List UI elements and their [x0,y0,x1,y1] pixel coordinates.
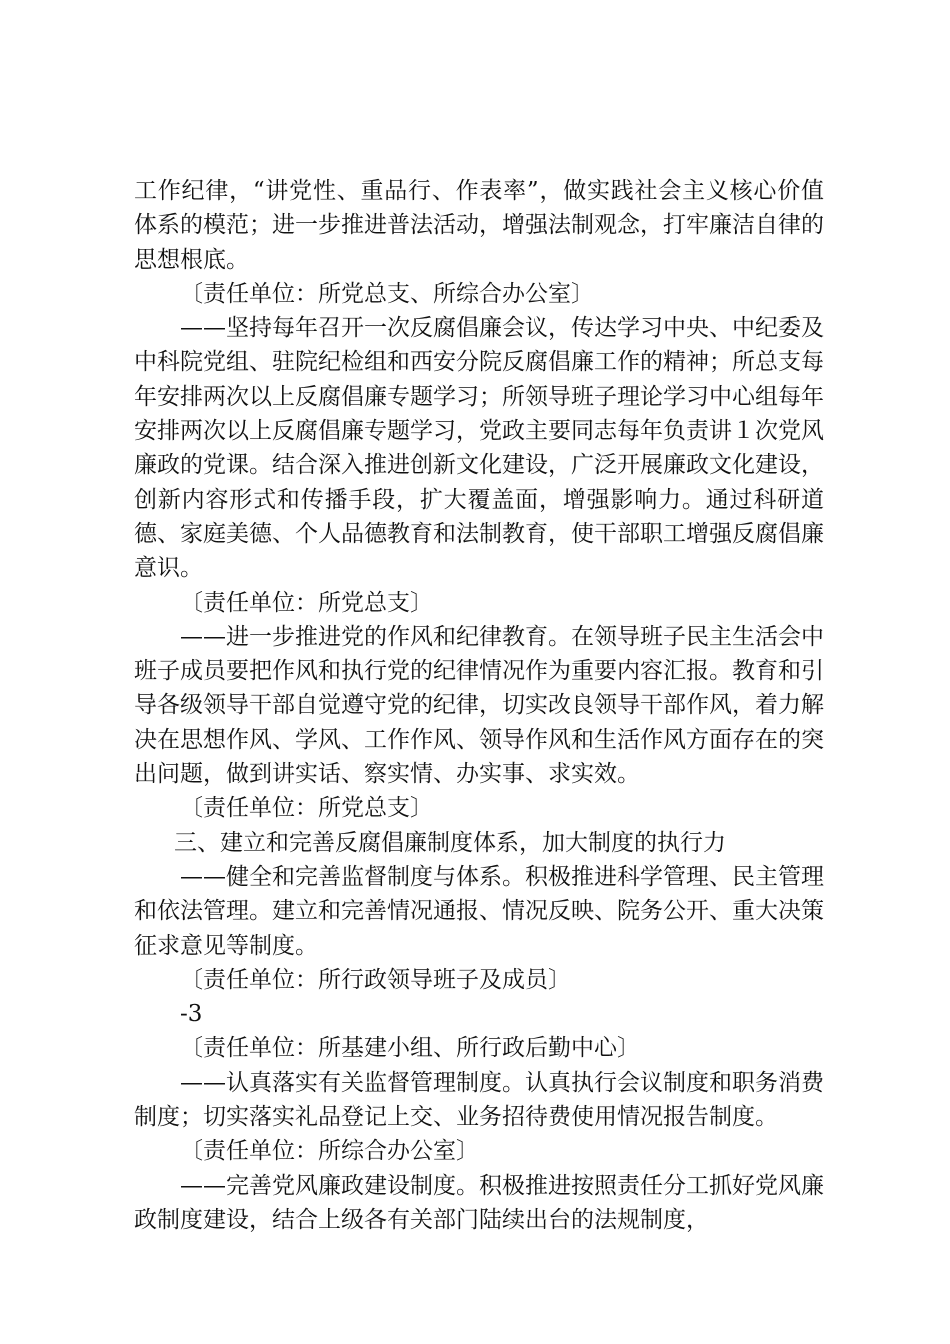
page-number: -3 [180,1001,203,1028]
paragraph-party-style-system: ——完善党风廉政建设制度。积极推进按照责任分工抓好党风廉政制度建设，结合上级各有关部门陆续出台的法规制度， [134,1172,824,1233]
paragraph-anticorruption-meeting: ——坚持每年召开一次反腐倡廉会议，传达学习中央、中纪委及中科院党组、驻院纪检组和西安分院反腐倡廉工作的精神；所总支每年安排两次以上反腐倡廉专题学习；所领导班子理论学习中心组每年安排两次以上反腐倡廉专题学习，党政主要同志每年负责讲１次党风廉政的党课。结合深入推进创新文化建设，广泛开展廉政文化建设，创新内容形式和传播手段，扩大覆盖面，增强影响力。通过科研道德、家庭美德、个人品德教育和法制教育，使干部职工增强反腐倡廉意识。 [134,315,824,582]
paragraph-1: 工作纪律，“讲党性、重品行、作表率”，做实践社会主义核心价值体系的模范；进一步推进普法活动，增强法制观念，打牢廉洁自律的思想根底。 [134,178,824,273]
paragraph-supervision-system: ——健全和完善监督制度与体系。积极推进科学管理、民主管理和依法管理。建立和完善情况通报、情况反映、院务公开、重大决策征求意见等制度。 [134,863,824,959]
paragraph-discipline-education: ——进一步推进党的作风和纪律教育。在领导班子民主生活会中班子成员要把作风和执行党的纪律情况作为重要内容汇报。教育和引导各级领导干部自觉遵守党的纪律，切实改良领导干部作风，着力解决在思想作风、学风、工作作风、领导作风和生活作风方面存在的突出问题，做到讲实话、察实情、办实事、求实效。 [134,623,824,788]
paragraph-supervision-management: ——认真落实有关监督管理制度。认真执行会议制度和职务消费制度；切实落实礼品登记上交、业务招待费使用情况报告制度。 [134,1069,824,1131]
document-body [134,174,824,1237]
responsibility-note-6: 〔责任单位：所综合办公室〕 [180,1138,479,1165]
responsibility-note-3: 〔责任单位：所党总支〕 [180,795,433,822]
responsibility-note-5: 〔责任单位：所基建小组、所行政后勤中心〕 [180,1035,640,1062]
responsibility-note-2: 〔责任单位：所党总支〕 [180,589,433,616]
section-heading-3: 三、建立和完善反腐倡廉制度体系，加大制度的执行力 [174,829,726,856]
responsibility-note-4: 〔责任单位：所行政领导班子及成员〕 [180,966,571,993]
responsibility-note-1: 〔责任单位：所党总支、所综合办公室〕 [180,280,594,307]
